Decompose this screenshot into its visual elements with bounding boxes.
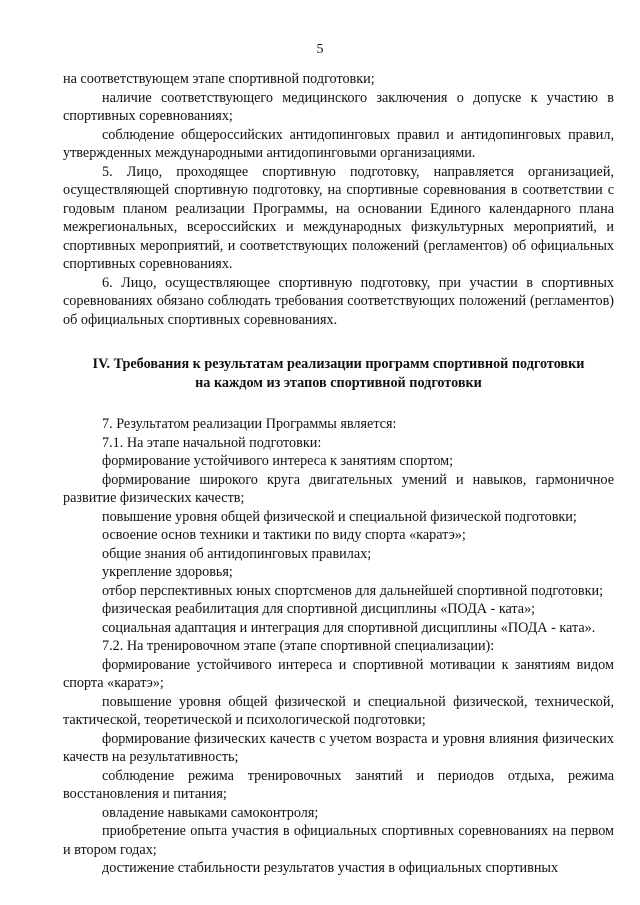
paragraph: освоение основ техники и тактики по виду спорта «каратэ»; <box>102 527 466 543</box>
paragraph: достижение стабильности результатов участия в официальных спортивных <box>102 860 559 876</box>
section-heading-line-2: на каждом из этапов спортивной подготовки <box>195 375 482 391</box>
paragraph: социальная адаптация и интеграция для спортивной дисциплины «ПОДА - ката». <box>102 619 596 636</box>
paragraph: повышение уровня общей физической и специальной физической подготовки; <box>102 508 577 525</box>
paragraph: приобретение опыта участия в официальных спортивных соревнованиях на первом и втором годах; <box>63 823 614 858</box>
paragraph: формирование устойчивого интереса и спортивной мотивации к занятиям видом спорта «каратэ»; <box>63 656 614 691</box>
paragraph: соблюдение режима тренировочных занятий и периодов отдыха, режима восстановления и питания; <box>63 767 614 802</box>
paragraph: 5. Лицо, проходящее спортивную подготовку, направляется организацией, осуществляющей спортивную подготовку, на спортивные соревнования в соответствии с годовым планом реализации Программы, на основании Единого календарного плана межрегиональных, всероссийских и международных физкультурных мероприятий, и спортивных мероприятий, и соответствующих положений (регламентов) об официальных спортивных соревнованиях. <box>63 163 614 272</box>
paragraph: 7.2. На тренировочном этапе (этапе спортивной специализации): <box>102 638 495 654</box>
paragraph: 6. Лицо, осуществляющее спортивную подготовку, при участии в спортивных соревнованиях обязано соблюдать требования соответствующих положений (регламентов) об официальных спортивных соревнованиях. <box>63 274 614 328</box>
paragraph: формирование широкого круга двигательных умений и навыков, гармоничное развитие физических качеств; <box>63 471 614 506</box>
section-heading <box>63 355 614 393</box>
paragraph: общие знания об антидопинговых правилах; <box>102 545 372 562</box>
paragraph: отбор перспективных юных спортсменов для дальнейшей спортивной подготовки; <box>102 582 604 599</box>
paragraph: повышение уровня общей физической и специальной физической, технической, тактической, теоретической и психологической подготовки; <box>63 693 614 728</box>
paragraph: соблюдение общероссийских антидопинговых правил и антидопинговых правил, утвержденных международными антидопинговыми организациями. <box>63 126 614 161</box>
document-body <box>63 70 614 878</box>
section-heading-line-1: IV. Требования к результатам реализации программ спортивной подготовки <box>92 356 585 372</box>
paragraph: овладение навыками самоконтроля; <box>102 804 319 821</box>
paragraph: формирование устойчивого интереса к занятиям спортом; <box>102 453 454 469</box>
paragraph: наличие соответствующего медицинского заключения о допуске к участию в спортивных соревнованиях; <box>63 89 614 124</box>
paragraph: физическая реабилитация для спортивной дисциплины «ПОДА - ката»; <box>102 601 536 617</box>
page-number: 5 <box>316 42 324 57</box>
paragraph: 7.1. На этапе начальной подготовки: <box>102 434 322 451</box>
paragraph: укрепление здоровья; <box>102 564 233 580</box>
paragraph: формирование физических качеств с учетом возраста и уровня влияния физических качеств на результативность; <box>63 730 614 765</box>
paragraph: 7. Результатом реализации Программы является: <box>102 416 397 432</box>
paragraph: на соответствующем этапе спортивной подготовки; <box>63 71 375 87</box>
